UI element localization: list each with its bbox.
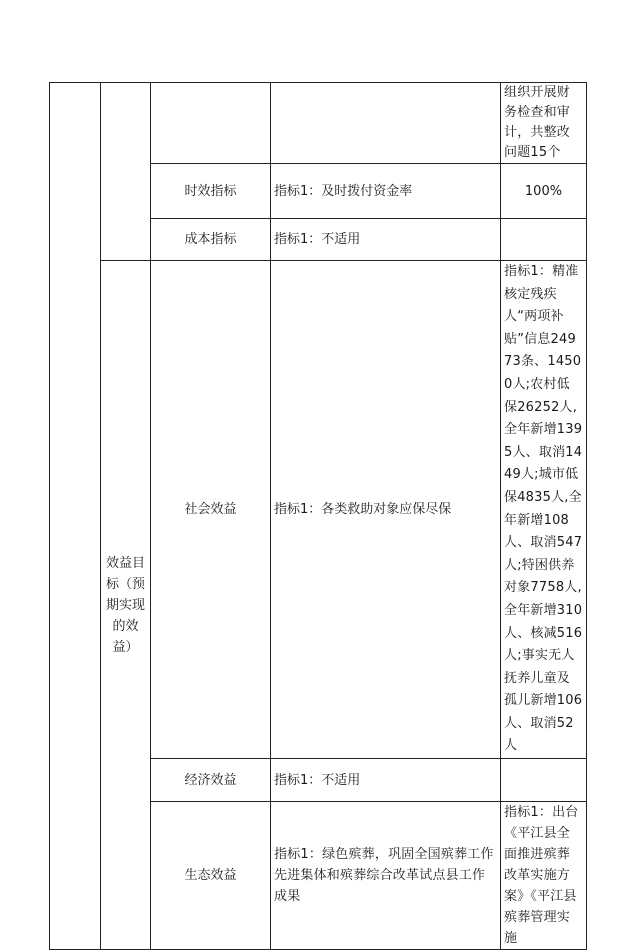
sub-indicator-cell	[151, 83, 271, 164]
output-blank-cell	[101, 83, 151, 261]
sub-indicator-cell: 时效指标	[151, 164, 271, 219]
indicator-cell	[271, 83, 501, 164]
value-cell: 组织开展财务检查和审计，共整改问题15个	[501, 83, 587, 164]
value-cell	[501, 759, 587, 802]
outer-blank-cell	[50, 83, 101, 950]
table-row	[50, 261, 587, 759]
indicator-cell: 指标1：绿色殡葬，巩固全国殡葬工作先进集体和殡葬综合改革试点县工作成果	[271, 802, 501, 950]
sub-indicator-cell: 经济效益	[151, 759, 271, 802]
benefit-category-cell: 效益目标（预期实现的效益）	[101, 261, 151, 950]
indicator-cell: 指标1：不适用	[271, 759, 501, 802]
performance-table	[49, 82, 587, 950]
indicator-cell: 指标1：及时拨付资金率	[271, 164, 501, 219]
value-cell: 指标1：出台《平江县全面推进殡葬改革实施方案》《平江县殡葬管理实施	[501, 802, 587, 950]
sub-indicator-cell: 生态效益	[151, 802, 271, 950]
indicator-cell: 指标1：各类救助对象应保尽保	[271, 261, 501, 759]
value-cell: 100%	[501, 164, 587, 219]
sub-indicator-cell: 成本指标	[151, 219, 271, 261]
value-cell	[501, 219, 587, 261]
sub-indicator-cell: 社会效益	[151, 261, 271, 759]
value-cell: 指标1：精准核定残疾人“两项补贴”信息24973条、14500人;农村低保26252人,全年新增1395人、取消1449人;城市低保4835人,全年新增108人、取消547人;特困供养对象7758人,全年新增310人、核减516人;事实无人抚养儿童及孤儿新增106人、取消52人	[501, 261, 587, 759]
table-row	[50, 83, 587, 164]
indicator-cell: 指标1：不适用	[271, 219, 501, 261]
